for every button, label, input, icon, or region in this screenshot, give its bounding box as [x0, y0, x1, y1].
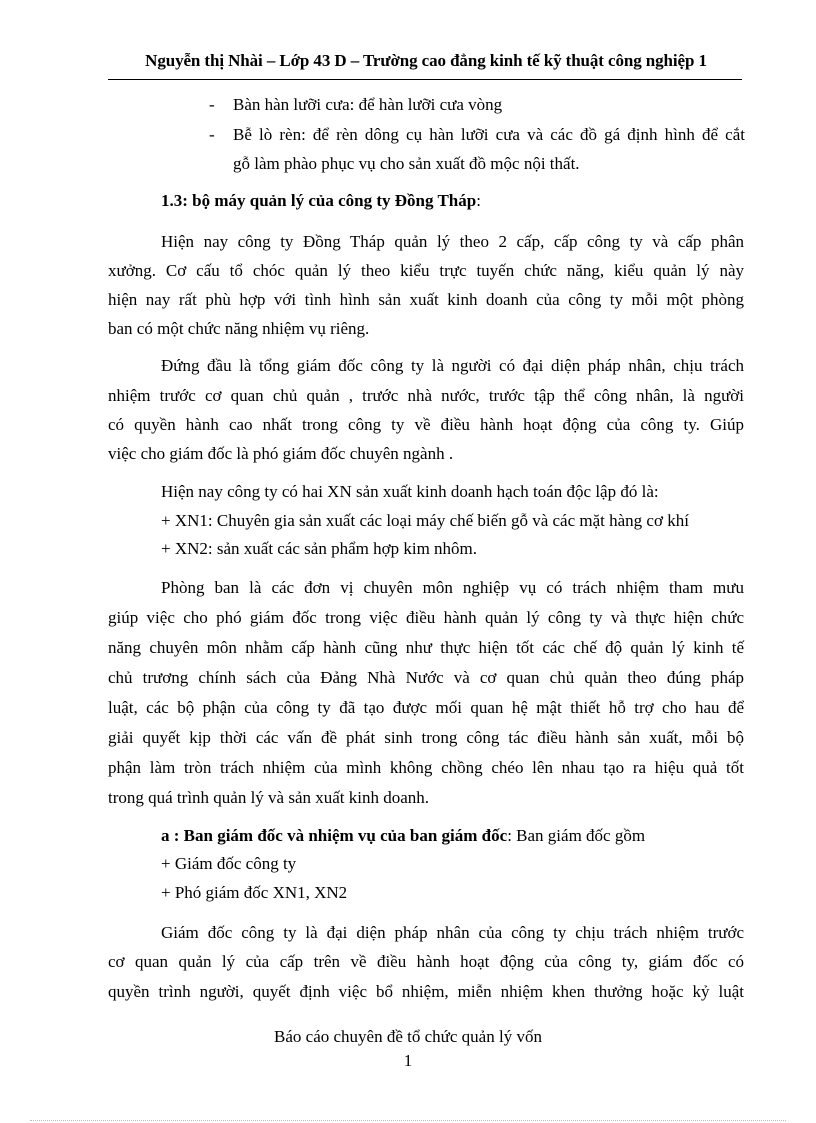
- section-heading-tail: : Ban giám đốc gồm: [507, 826, 646, 845]
- list-item: + XN1: Chuyên gia sản xuất các loại máy chế biến gỗ và các mặt hàng cơ khí: [161, 511, 689, 530]
- bullet-text: gỗ làm phào phục vụ cho sản xuất đồ mộc nội thất.: [233, 154, 580, 173]
- paragraph-line: phận làm tròn trách nhiệm của mình không chồng chéo lên nhau tạo ra hiệu quả tốt: [108, 758, 744, 777]
- section-heading-tail: :: [476, 191, 481, 210]
- paragraph-line: việc cho giám đốc là phó giám đốc chuyên ngành .: [108, 444, 454, 463]
- page-header: Nguyễn thị Nhài – Lớp 43 D – Trường cao đẳng kinh tế kỹ thuật công nghiệp 1: [145, 51, 707, 70]
- bullet-dash: -: [209, 125, 215, 144]
- paragraph-line: Hiện nay công ty có hai XN sản xuất kinh doanh hạch toán độc lập đó là:: [161, 482, 659, 501]
- section-heading-bold: 1.3: bộ máy quản lý của công ty Đồng Tháp: [161, 191, 477, 210]
- list-item: + Phó giám đốc XN1, XN2: [161, 883, 348, 902]
- paragraph-line: có quyền hành cao nhất trong công ty về điều hành hoạt động của công ty. Giúp: [108, 415, 744, 434]
- header-rule: [108, 79, 742, 80]
- paragraph-line: năng chuyên môn nhằm cấp hành cũng như thực hiện tốt các chế độ quản lý kinh tế: [108, 638, 744, 657]
- paragraph-line: trong quá trình quản lý và sản xuất kinh doanh.: [108, 788, 430, 807]
- paragraph-line: luật, các bộ phận của công ty đã tạo được mối quan hệ mật thiết hỗ trợ cho hau để: [108, 698, 744, 717]
- paragraph-line: giải quyết kịp thời các vấn đề phát sinh trong công tác điều hành sản xuất, mỗi bộ: [108, 728, 744, 747]
- page-number: 1: [403, 1051, 413, 1070]
- paragraph-line: chủ trương chính sách của Đảng Nhà Nước và cơ quan chủ quản theo đúng pháp: [108, 668, 744, 687]
- paragraph-line: ban có một chức năng nhiệm vụ riêng.: [108, 319, 370, 338]
- bullet-text: Bễ lò rèn: để rèn dông cụ hàn lưỡi cưa và các đồ gá định hình để cắt: [233, 125, 745, 144]
- paragraph-line: xưởng. Cơ cấu tổ chóc quản lý theo kiểu trực tuyến chức năng, kiểu quản lý này: [108, 261, 744, 280]
- paragraph-line: nhiệm trước cơ quan chủ quản , trước nhà nước, trước tập thể công nhân, là người: [108, 386, 744, 405]
- section-heading-1-3: [161, 190, 481, 212]
- list-item: + Giám đốc công ty: [161, 854, 297, 873]
- paragraph-line: cơ quan quản lý của cấp trên về điều hành hoạt động của công ty, giám đốc có: [108, 952, 744, 971]
- section-heading-bold: a : Ban giám đốc và nhiệm vụ của ban giám đốc: [161, 826, 508, 845]
- page-bottom-border: [30, 1120, 786, 1121]
- footer-title: Báo cáo chuyên đề tổ chức quản lý vốn: [274, 1027, 542, 1046]
- paragraph-line: Đứng đầu là tổng giám đốc công ty là người có đại diện pháp nhân, chịu trách: [161, 356, 744, 375]
- paragraph-line: Giám đốc công ty là đại diện pháp nhân của công ty chịu trách nhiệm trước: [161, 923, 744, 942]
- paragraph-line: giúp việc cho phó giám đốc trong việc điều hành quản lý công ty và thực hiện chức: [108, 608, 744, 627]
- list-item: + XN2: sản xuất các sản phẩm hợp kim nhôm.: [161, 539, 478, 558]
- section-heading-a: [161, 825, 645, 847]
- bullet-text: Bàn hàn lưỡi cưa: để hàn lưỡi cưa vòng: [233, 95, 503, 114]
- paragraph-line: quyền trình người, quyết định việc bổ nhiệm, miễn nhiệm khen thưởng hoặc kỷ luật: [108, 982, 744, 1001]
- paragraph-line: Hiện nay công ty Đồng Tháp quản lý theo 2 cấp, cấp công ty và cấp phân: [161, 232, 744, 251]
- bullet-dash: -: [209, 95, 215, 114]
- paragraph-line: hiện nay rất phù hợp với tình hình sản xuất kinh doanh của công ty mỗi một phòng: [108, 290, 744, 309]
- paragraph-line: Phòng ban là các đơn vị chuyên môn nghiệp vụ có trách nhiệm tham mưu: [161, 578, 744, 597]
